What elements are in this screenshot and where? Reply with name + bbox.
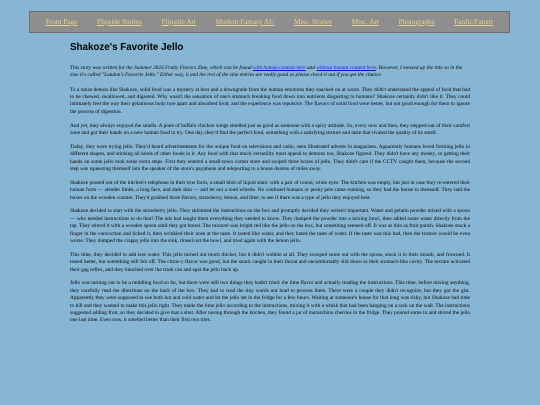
intro-text-1: This story was written for the Summer 2023 Fruity Flavors Zine, which can be found	[70, 64, 253, 71]
zine-link-without-human-content[interactable]: without human content here	[316, 64, 376, 71]
intro-text-2: and	[305, 64, 317, 71]
nav-link-flipside-art[interactable]: Flipside Art	[161, 18, 196, 26]
story-paragraph: Shakoze poured out of the kitchen's telephone in their true form, a small blob of liquid static with a pair of round, white eyes. The kitchen was empty, but just in case they re-entered their human form — slender limbs, a long face, and dark skin — and let out a loud whistle. No confused humans or pesky pets came running, so they had the house to themself. They laid the boxes on the wooden counter. They'd grabbed three flavors, strawberry, lemon, and lime, to see if there was a type of jello they enjoyed best.	[70, 179, 470, 201]
intro-note	[70, 65, 470, 80]
story-paragraph: Today, they were trying jello. They'd heard advertisements for the unique food on televisions and radio, seen illustrated adverts in magazines. Apparently humans loved forming jello in different shapes, and sticking all kinds of other foods in it. Any food with that much versatility must appeal to demons too, Shakoze figured. They didn't have any money, so getting their hands on some jello took some extra steps. First they entered a small-town corner store and swiped three boxes of jello. They didn't care if the CCTV caught them, because the second step was squeezing themself into the speaker of the store's payphone and teleporting to a house dozens of miles away.	[70, 143, 470, 172]
page-title: Shakoze's Favorite Jello	[70, 42, 184, 53]
story-paragraph: To a noise demon like Shakoze, solid food was a mystery at best and a downgrade from the human emotions they snacked on at worst. They didn't understand the appeal of food that had to be chewed, swallowed, and digested. Why wasn't the sensation of one's stomach breaking food down into nutrients disgusting to humans? Shakoze certainly didn't like it. They could intimately feel the way their gelatinous body tore apart and absorbed food, and the experience was repulsive. The flavors of solid food were better, but not good enough for them to ignore the process of digestion.	[70, 86, 470, 115]
intro-text-3: . However, I messed up the title so in the zine it's called "Landon's Favorite Jello." Either way, it and the rest of the zine entries are really good so please check it out if you get the chance.	[70, 64, 463, 79]
story-paragraph: Shakoze decided to start with the strawberry jello. They skimmed the instructions on the box and promptly decided they weren't important. Water and gelatin powder mixed with a spoon — who needed instructions to do that? The ads had taught them everything they needed to know. They dumped the powder into a mixing bowl, then added some water directly from the tap. They stirred it with a wooden spoon until they got bored. The mixture was bright red like the jello on the box, but something seemed off. It was as thin as fruit punch. Shakoze stuck a finger in the concoction and licked it, then wrinkled their nose at the taste. It tasted like water, and they hated the taste of water. If the taste was this bad, then the texture would be even worse. They dumped the crappy jello into the sink, rinsed out the bowl, and tried again with the lemon jello.	[70, 208, 470, 245]
zine-link-with-human-content[interactable]: with human content here	[252, 64, 306, 71]
story-paragraph: This time, they decided to add less water. This jello turned out much thicker, but it didn't wobble at all. They scooped some out with the spoon, stuck it in their mouth, and frowned. It tasted better, but something still felt off. The citrus-y flavor was good, but the snack caught in their throat and uncomfortably slid down to their stomach-like cavity. The texture activated their gag reflex, and they hunched over the trash can and spat the jello back up.	[70, 251, 470, 273]
nav-link-modern-fantasy-au[interactable]: Modern Fantasy AU	[215, 18, 275, 26]
top-nav-bar	[29, 11, 510, 33]
nav-link-fanfic-fanart[interactable]: Fanfic/Fanart	[454, 18, 494, 26]
story-paragraph: Jello was turning out to be a middling food so far, but there were still two things they hadn't tried: the lime flavor and actually reading the instructions. This time, before mixing anything, they carefully read the directions on the back of the box. They had to read the tiny words out loud to process them. There were a couple they didn't recognize, but they got the gist. Apparently they were supposed to use both hot and cold water and let the jello set in the fridge for a few hours. Waiting at someone's house for that long was risky, but Shakoze had time to kill and they wanted to make this jello right. They made the lime jello according to the instructions, mixing it with a whisk that had been hanging on a rack on the wall. The instructions suggested adding fruit, so they decided to give that a shot. After nosing through the kitchen, they found a jar of maraschino cherries in the fridge. They poured some in and stirred the jello one last time. Even now, it smelled better than their first two tries.	[70, 280, 470, 324]
nav-link-front-page[interactable]: Front Page	[45, 18, 78, 26]
story-paragraph: And yet, they always enjoyed the smells. A plate of buffalo chicken wings smelled just as good as someone with a spicy attitude. So, every now and then, they stepped out of their comfort zone and got their hands on a new human food to try. One day, they'd find the perfect food, something with a satisfying texture and taste that rivaled the quality of its smell.	[70, 122, 470, 136]
story-content	[70, 42, 470, 331]
nav-link-photographs[interactable]: Photographs	[398, 18, 435, 26]
nav-link-misc-stories[interactable]: Misc. Stories	[294, 18, 332, 26]
nav-link-misc-art[interactable]: Misc. Art	[351, 18, 379, 26]
nav-link-flipside-stories[interactable]: Flipside Stories	[96, 18, 142, 26]
